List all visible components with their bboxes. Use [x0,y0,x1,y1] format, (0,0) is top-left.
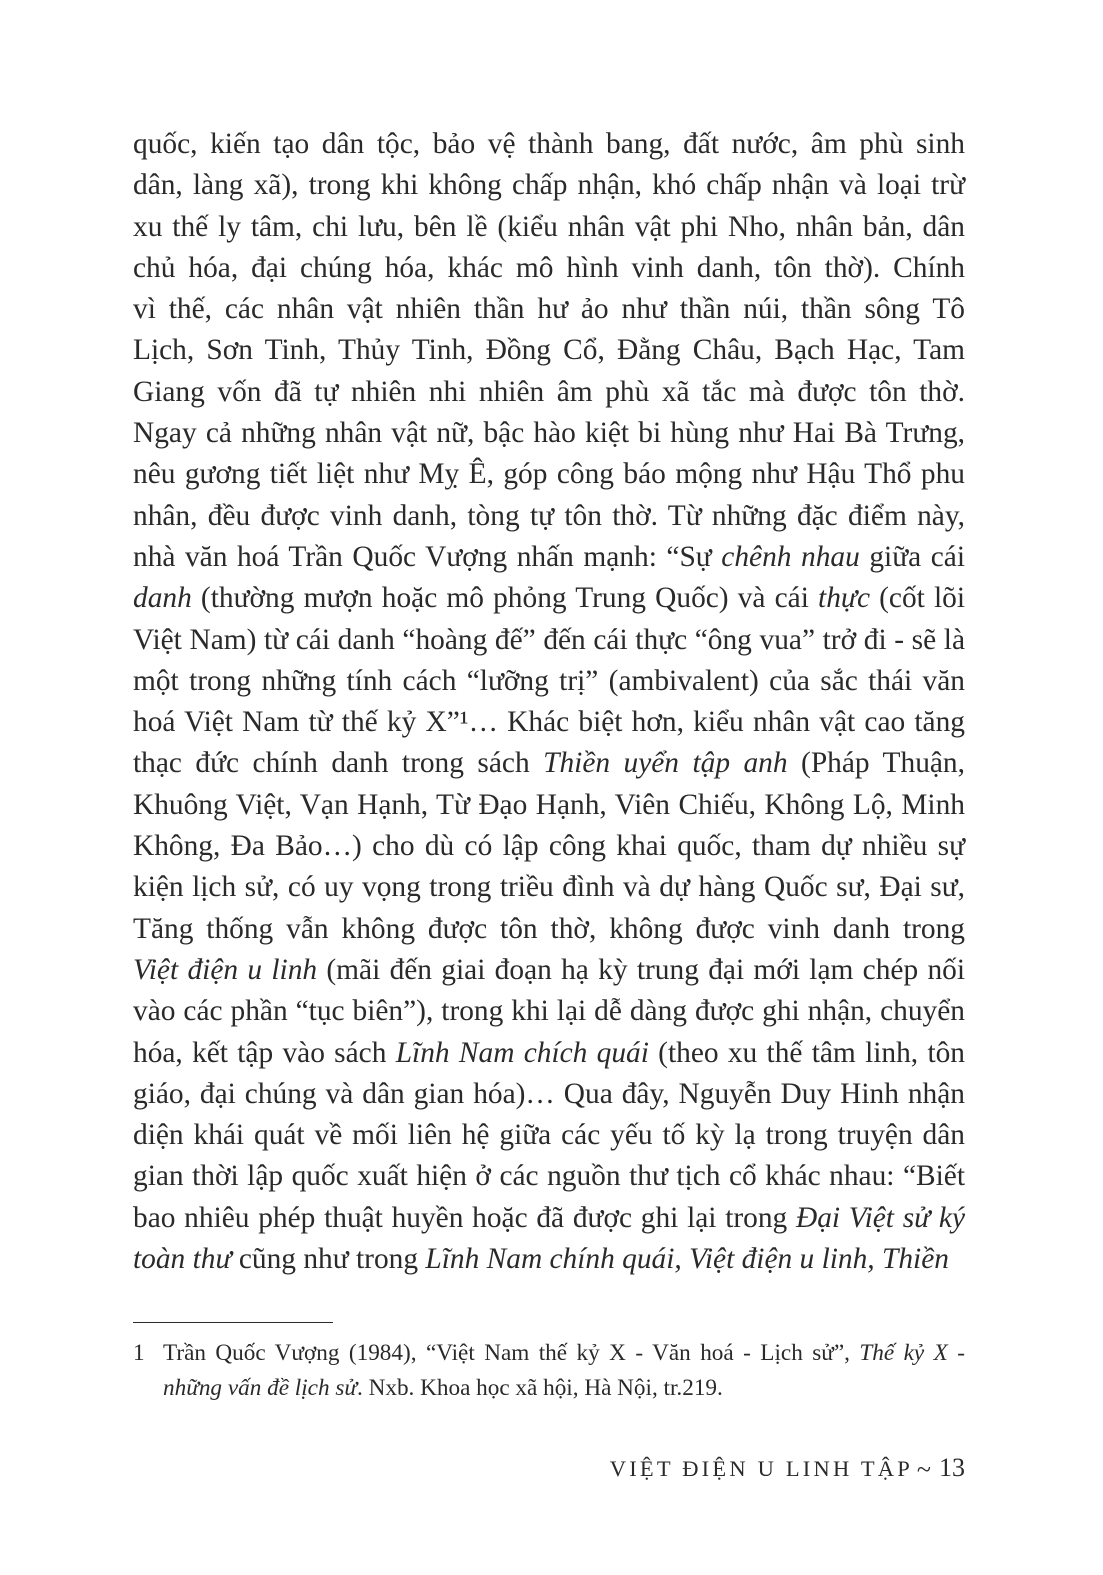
text-line: hóa, kết tập vào sách Lĩnh Nam chích quái (theo xu thế tâm linh, tôn [133,1036,965,1069]
text-line: chủ hóa, đại chúng hóa, khác mô hình vinh danh, tôn thờ). Chính [133,251,965,284]
text-line: Không, Đa Bảo…) cho dù có lập công khai quốc, tham dự nhiều sự [133,830,965,863]
italic-title: Đại Việt sử ký [795,1201,965,1234]
text-line: danh (thường mượn hoặc mô phỏng Trung Quốc) và cái thực (cốt lõi [133,582,966,615]
running-footer [610,1450,965,1486]
text-line: quốc, kiến tạo dân tộc, bảo vệ thành bang, đất nước, âm phù sinh [133,128,965,160]
text-line: nêu gương tiết liệt như Mỵ Ê, góp công báo mộng như Hậu Thổ phu [133,458,965,491]
text-line: Ngay cả những nhân vật nữ, bậc hào kiệt bi hùng như Hai Bà Trưng, [133,417,965,450]
text-line: Khuông Việt, Vạn Hạnh, Từ Đạo Hạnh, Viên Chiếu, Không Lộ, Minh [133,788,965,821]
page-number: 13 [939,1453,965,1482]
italic-title: Thế kỷ X - [859,1340,965,1366]
body-text [133,124,965,1280]
text-line: nhà văn hoá Trần Quốc Vượng nhấn mạnh: “Sự chênh nhau giữa cái [133,540,965,573]
italic-title: thực [818,582,870,615]
text-line: dân, làng xã), trong khi không chấp nhận, khó chấp nhận và loại trừ [133,169,965,202]
text-line: Việt Nam) từ cái danh “hoàng đế” đến cái thực “ông vua” trở đi - sẽ là [133,623,965,656]
footnote-number: 1 [133,1340,145,1366]
text-line: xu thế ly tâm, chi lưu, bên lề (kiểu nhân vật phi Nho, nhân bản, dân [133,210,965,243]
italic-title: Lĩnh Nam chích quái [395,1036,649,1069]
text-line: một trong những tính cách “lưỡng trị” (ambivalent) của sắc thái văn [133,664,965,697]
text-line: vì thế, các nhân vật nhiên thần hư ảo như thần núi, thần sông Tô [133,293,965,326]
italic-title: Thiền uyển tập anh [543,747,788,780]
text-line: bao nhiêu phép thuật huyền hoặc đã được ghi lại trong Đại Việt sử ký [133,1201,965,1234]
text-line: giáo, đại chúng và dân gian hóa)… Qua đây, Nguyễn Duy Hinh nhận [133,1077,965,1110]
text-line: Tăng thống vẫn không được tôn thờ, không được vinh danh trong [133,912,965,945]
text-line: diện khái quát về mối liên hệ giữa các yếu tố kỳ lạ trong truyện dân [133,1119,965,1152]
text-line: nhân, đều được vinh danh, tòng tự tôn thờ. Từ những đặc điểm này, [133,499,965,532]
italic-title: toàn thư [133,1243,232,1276]
text-line: gian thời lập quốc xuất hiện ở các nguồn thư tịch cổ khác nhau: “Biết [133,1160,965,1193]
text-line: kiện lịch sử, có uy vọng trong triều đình và dự hàng Quốc sư, Đại sư, [133,871,965,904]
footnote-line: những vấn đề lịch sử. Nxb. Khoa học xã hội, Hà Nội, tr.219. [163,1375,723,1401]
italic-title: danh [133,582,192,615]
italic-title: Việt điện u linh [133,953,318,986]
running-title: VIỆT ĐIỆN U LINH TẬP [609,1456,913,1481]
text-line: hoá Việt Nam từ thế kỷ X”¹… Khác biệt hơn, kiểu nhân vật cao tăng [133,706,965,739]
italic-title: Lĩnh Nam chính quái, Việt điện u linh, Thiền [425,1243,949,1276]
text-line: Giang vốn đã tự nhiên nhi nhiên âm phù xã tắc mà được tôn thờ. [133,375,965,408]
footnote [133,1336,965,1406]
text-line: Việt điện u linh (mãi đến giai đoạn hạ kỳ trung đại mới lạm chép nối [133,953,966,986]
tilde-ornament: ~ [916,1455,931,1484]
italic-title: những vấn đề lịch sử [163,1375,358,1401]
text-line: thạc đức chính danh trong sách Thiền uyển tập anh (Pháp Thuận, [133,747,965,780]
footnote-rule [133,1322,333,1323]
footnote-line: 1 Trần Quốc Vượng (1984), “Việt Nam thế kỷ X - Văn hoá - Lịch sử”, Thế kỷ X - [133,1336,965,1371]
text-line: vào các phần “tục biên”), trong khi lại dễ dàng được ghi nhận, chuyển [133,995,965,1028]
text-line: toàn thư cũng như trong Lĩnh Nam chính quái, Việt điện u linh, Thiền [133,1243,949,1276]
text-line: Lịch, Sơn Tinh, Thủy Tinh, Đồng Cổ, Đằng Châu, Bạch Hạc, Tam [133,334,965,367]
italic-title: chênh nhau [721,540,860,573]
